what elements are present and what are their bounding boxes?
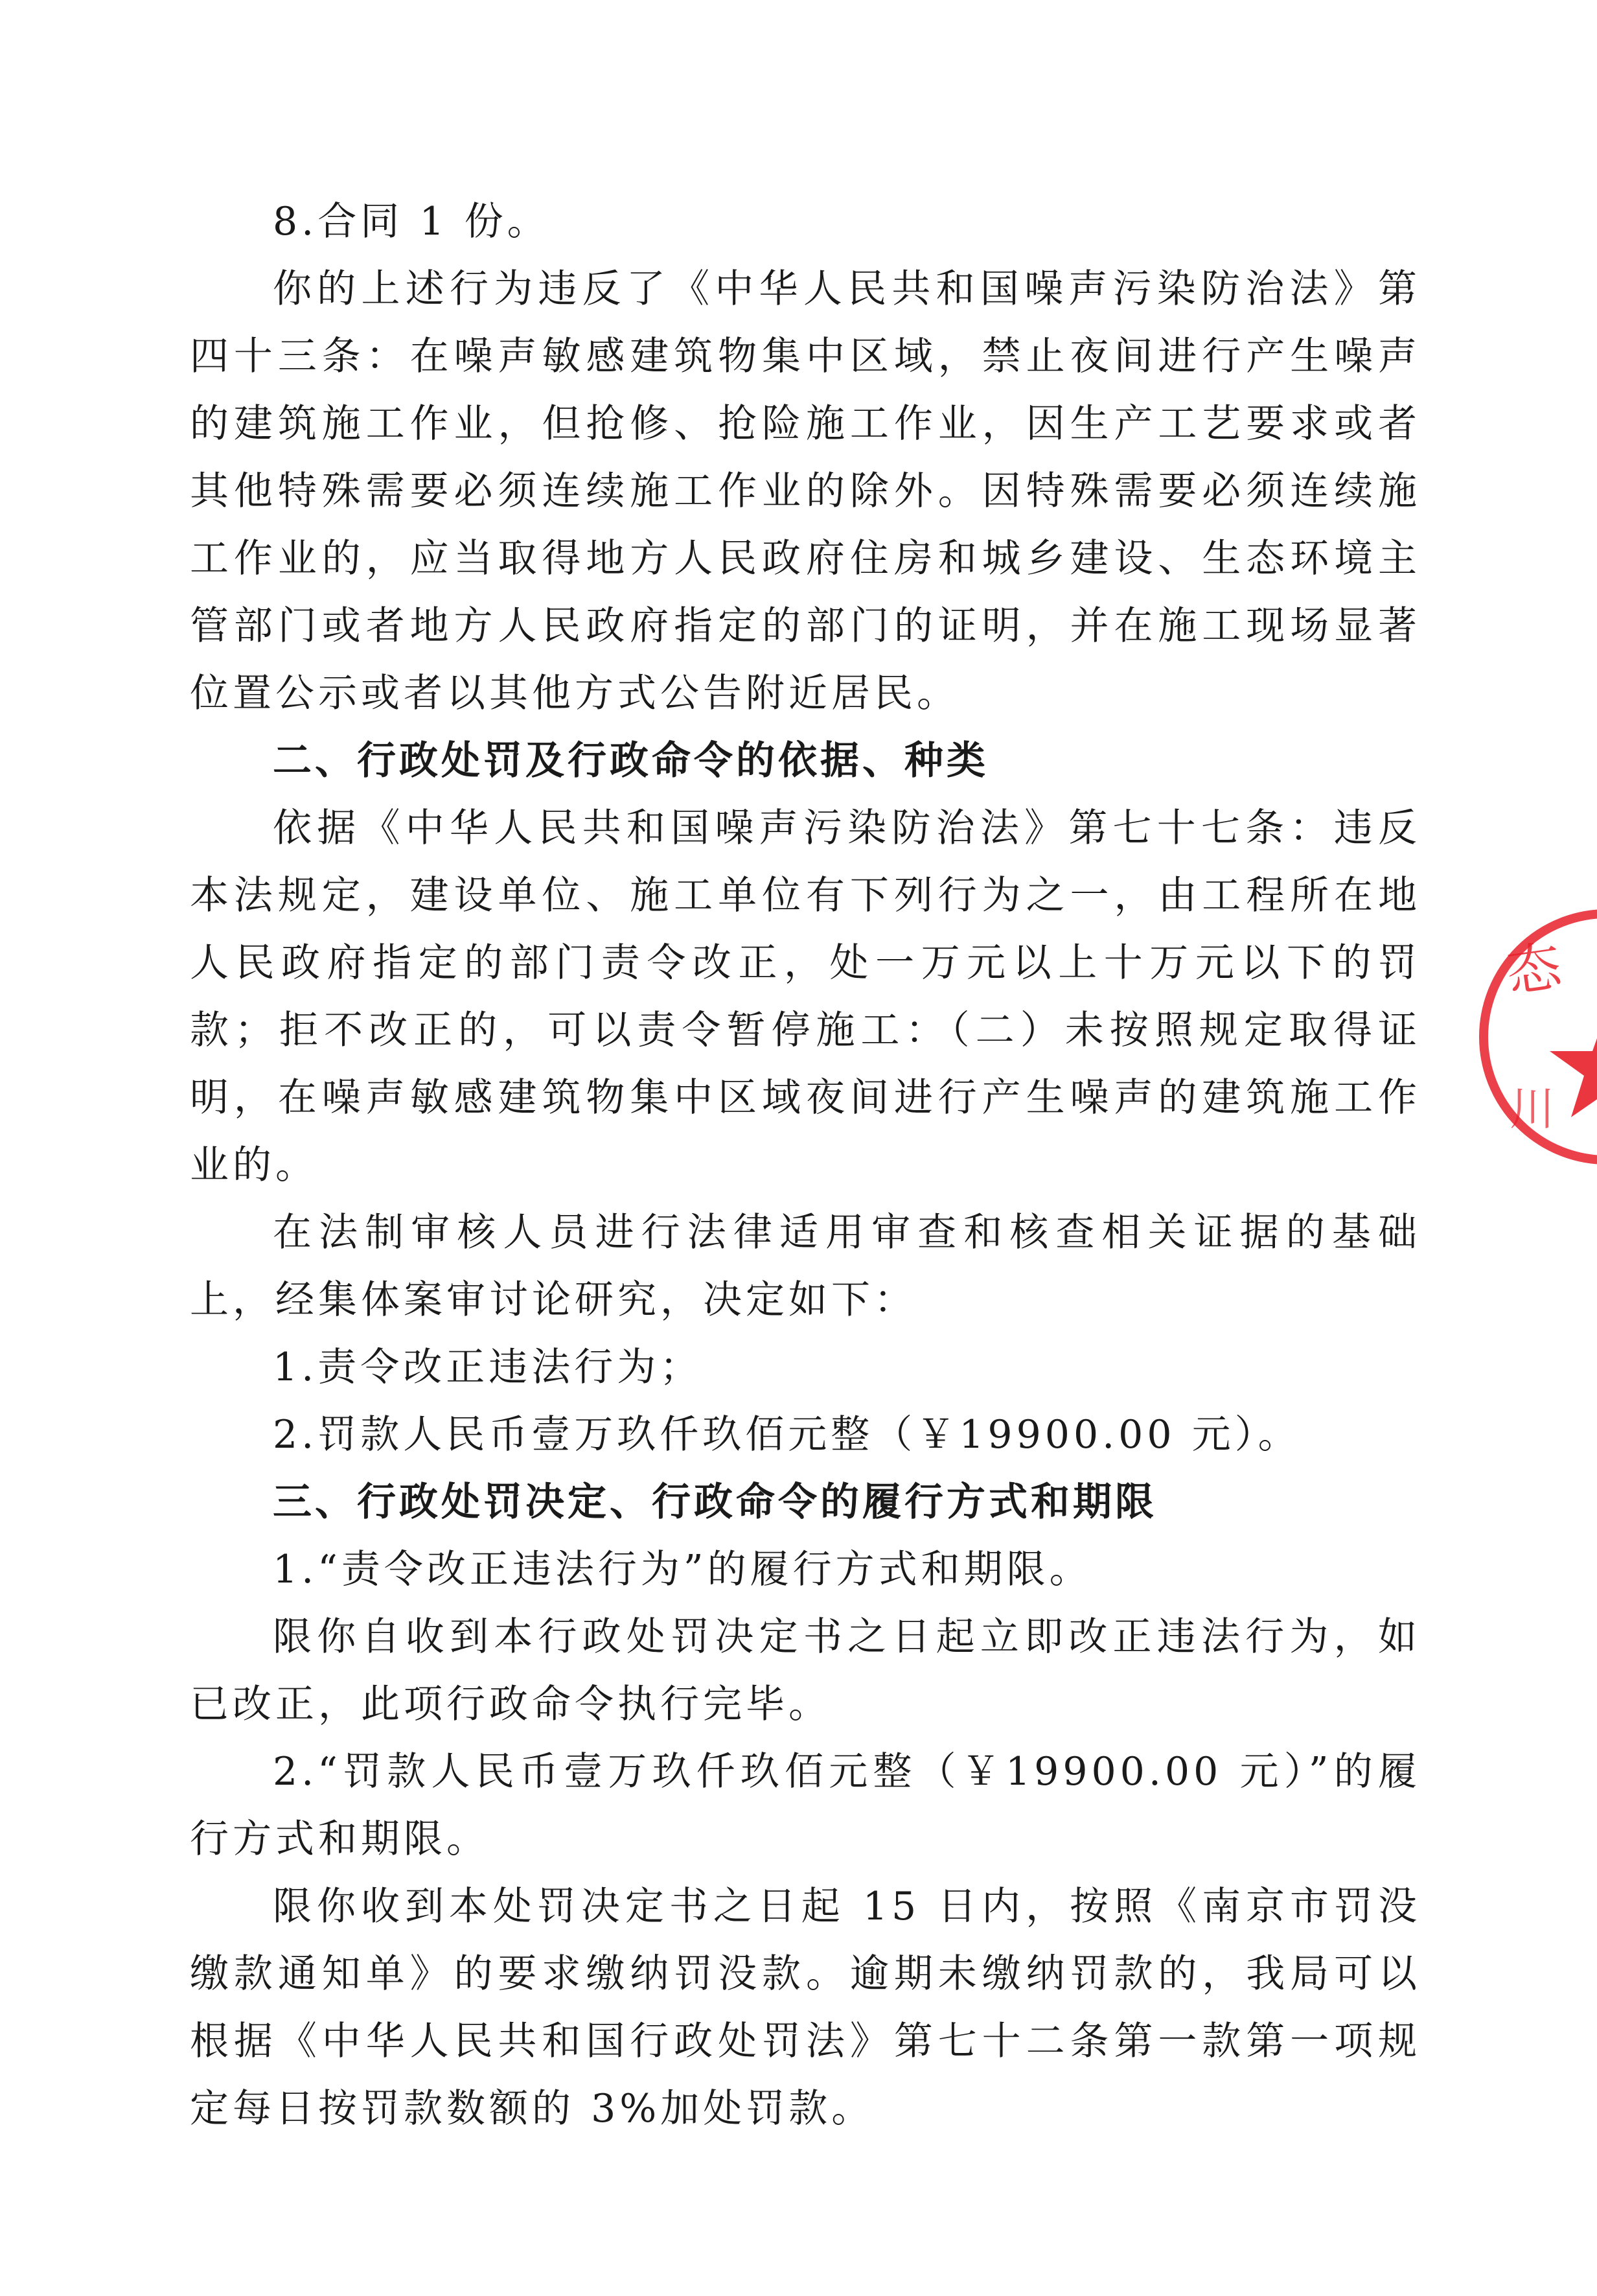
execution-item-2-title: 2.“罚款人民币壹万玖仟玖佰元整（￥19900.00 元）”的履行方式和期限。	[190, 1749, 1421, 1862]
section-heading-execution: 三、行政处罚决定、行政命令的履行方式和期限	[273, 1479, 1157, 1525]
decision-item-1: 1.责令改正违法行为；	[273, 1345, 703, 1390]
list-item-contract: 8.合同 1 份。	[273, 199, 550, 244]
decision-item-2: 2.罚款人民币壹万玖仟玖佰元整（￥19900.00 元）。	[273, 1412, 1301, 1457]
legal-basis-paragraph: 依据《中华人民共和国噪声污染防治法》第七十七条：违反本法规定，建设单位、施工单位有下列行为之一，由工程所在地人民政府指定的部门责令改正，处一万元以上十万元以下的罚款；拒不改正的，可以责令暂停施工：（二）未按照规定取得证明，在噪声敏感建筑物集中区域夜间进行产生噪声的建筑施工作业的。	[190, 806, 1421, 1188]
section-heading-basis: 二、行政处罚及行政命令的依据、种类	[273, 738, 989, 783]
seal-char-top: 态	[1502, 934, 1565, 1004]
official-seal	[1471, 901, 1597, 1173]
execution-item-1-title: 1.“责令改正违法行为”的履行方式和期限。	[273, 1547, 1092, 1592]
seal-char-bottom: 川	[1510, 1082, 1555, 1135]
star-icon	[1550, 1011, 1597, 1117]
violation-paragraph: 你的上述行为违反了《中华人民共和国噪声污染防治法》第四十三条：在噪声敏感建筑物集中区域，禁止夜间进行产生噪声的建筑施工作业，但抢修、抢险施工作业，因生产工艺要求或者其他特殊需要必须连续施工作业的除外。因特殊需要必须连续施工作业的，应当取得地方人民政府住房和城乡建设、生态环境主管部门或者地方人民政府指定的部门的证明，并在施工现场显著位置公示或者以其他方式公告附近居民。	[190, 266, 1421, 716]
execution-item-2-body: 限你收到本处罚决定书之日起 15 日内，按照《南京市罚没缴款通知单》的要求缴纳罚没款。逾期未缴纳罚款的，我局可以根据《中华人民共和国行政处罚法》第七十二条第一款第一项规定每日按罚款数额的 3%加处罚款。	[190, 1884, 1421, 2131]
execution-item-1-body: 限你自收到本行政处罚决定书之日起立即改正违法行为，如已改正，此项行政命令执行完毕。	[190, 1614, 1421, 1727]
review-paragraph: 在法制审核人员进行法律适用审查和核查相关证据的基础上，经集体案审讨论研究，决定如下：	[190, 1210, 1421, 1323]
document-body	[190, 188, 1421, 2142]
